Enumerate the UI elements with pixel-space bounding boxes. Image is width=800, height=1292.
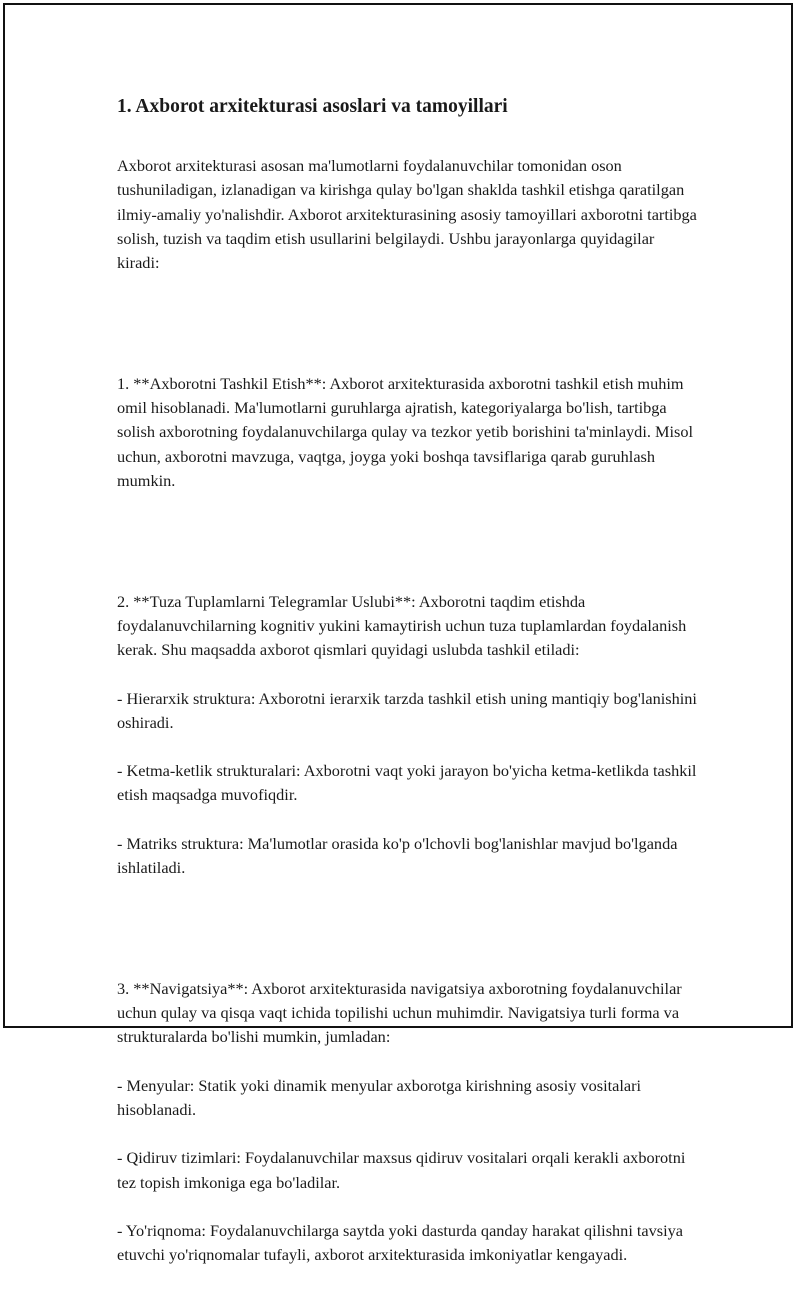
- list-item-menus: - Menyular: Statik yoki dinamik menyular axborotga kirishning asosiy vositalari hisoblanadi.: [117, 1075, 642, 1120]
- section-organization: 1. **Axborotni Tashkil Etish**: Axborot arxitekturasida axborotni tashkil etish muhim omil hisoblanadi. Ma'lumotlarni guruhlarga ajratish, kategoriyalarga bo'lish, tartibga solish axborotning foydalanuvchilarga qulay va tezkor yetib borishini ta'minlaydi. Misol uchun, axborotni mavzuga, vaqtga, joyga yoki boshqa tavsiflariga qarab guruhlash mumkin.: [117, 374, 693, 490]
- list-item-matrix: - Matriks struktura: Ma'lumotlar orasida ko'p o'lchovli bog'lanishlar mavjud bo'lganda ishlatiladi.: [117, 833, 678, 878]
- intro-paragraph: Axborot arxitekturasi asosan ma'lumotlarni foydalanuvchilar tomonidan oson tushuniladigan, izlanadigan va kirishga qulay bo'lgan shaklda tashkil etishga qaratilgan ilmiy-amaliy yo'nalishdir. Axborot arxitekturasining asosiy tamoyillari axborotni tartibga solish, tuzish va taqdim etish usullarini belgilaydi. Ushbu jarayonlarga quyidagilar kiradi:: [117, 156, 697, 273]
- section-structures: 2. **Tuza Tuplamlarni Telegramlar Uslubi**: Axborotni taqdim etishda foydalanuvchilarning kognitiv yukini kamaytirish uchun tuza tuplamlardan foydalanish kerak. Shu maqsadda axborot qismlari quyidagi uslubda tashkil etiladi:: [117, 591, 687, 660]
- list-item-sequence: - Ketma-ketlik strukturalari: Axborotni vaqt yoki jarayon bo'yicha ketma-ketlikda tashkil etish maqsadga muvofiqdir.: [117, 761, 697, 805]
- paragraph-gap: [117, 299, 697, 323]
- paragraph-gap: [117, 904, 697, 928]
- document-content: [117, 94, 697, 1292]
- document-body: [117, 130, 697, 1292]
- paragraph-gap: [117, 517, 697, 541]
- document-title: 1. Axborot arxitekturasi asoslari va tamoyillari: [117, 96, 508, 117]
- list-item-search: - Qidiruv tizimlari: Foydalanuvchilar maxsus qidiruv vositalari orqali kerakli axborotni tez topish imkoniga ega bo'ladilar.: [117, 1148, 686, 1192]
- list-item-hierarchy: - Hierarxik struktura: Axborotni ierarxik tarzda tashkil etish uning mantiqiy bog'lanishini oshiradi.: [117, 688, 697, 732]
- list-item-guide: - Yo'riqnoma: Foydalanuvchilarga saytda yoki dasturda qanday harakat qilishni tavsiya etuvchi yo'riqnomalar tufayli, axborot arxitekturasida imkoniyatlar kengayadi.: [117, 1221, 684, 1265]
- section-navigation: 3. **Navigatsiya**: Axborot arxitekturasida navigatsiya axborotning foydalanuvchilar uchun qulay va qisqa vaqt ichida topilishi uchun muhimdir. Navigatsiya turli forma va strukturalarda bo'lishi mumkin, jumladan:: [117, 979, 682, 1047]
